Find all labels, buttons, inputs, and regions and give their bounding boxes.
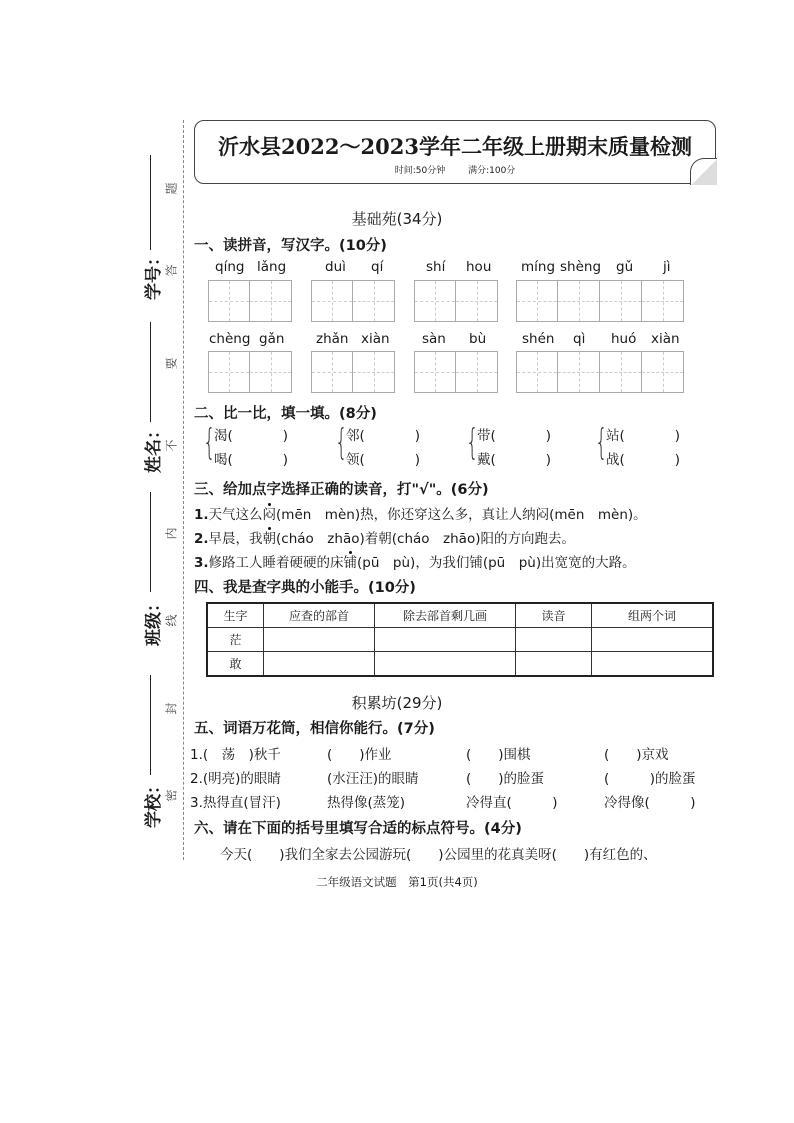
pinyin: bù [469, 331, 487, 347]
page-curl-decoration [690, 158, 717, 185]
pair-char: 戴( [477, 452, 496, 468]
answer-cell[interactable] [264, 652, 375, 677]
seal-char: 密 [164, 789, 179, 802]
blank-close: ) [414, 428, 421, 444]
dotted-char: 闷 [262, 507, 277, 523]
q5-item[interactable]: 1.( 荡 )秋千 [190, 747, 281, 763]
writing-grid[interactable] [516, 280, 684, 322]
blank-close: ) [414, 452, 421, 468]
pair-char: 战( [606, 452, 625, 468]
school-blank [150, 675, 151, 775]
blank-close: ) [282, 428, 289, 444]
brace-icon: { [335, 422, 348, 463]
pinyin: shén [522, 331, 555, 347]
brace-icon: { [203, 422, 216, 463]
q4-title: 四、我是查字典的小能手。(10分) [194, 580, 416, 596]
seal-char: 封 [164, 702, 179, 715]
q5-item[interactable]: (水汪汪)的眼睛 [327, 771, 419, 787]
answer-cell[interactable] [375, 628, 516, 652]
blank-close: ) [282, 452, 289, 468]
line-text: (mēn mèn)热，你还穿这么多，真让人纳闷(mēn mèn)。 [276, 507, 647, 523]
exam-info [195, 163, 715, 176]
line-number: 2. [194, 531, 209, 547]
q5-title: 五、词语万花筒，相信你能行。(7分) [194, 721, 435, 737]
compare-pair[interactable] [346, 424, 420, 472]
dotted-char: 铺 [343, 555, 358, 571]
q2-title: 二、比一比，填一填。(8分) [194, 406, 377, 422]
seal-char: 要 [164, 357, 179, 370]
writing-grid[interactable] [414, 280, 498, 322]
page-footer: 二年级语文试题 第1页(共4页) [316, 875, 478, 889]
exam-title: 沂水县2022～2023学年二年级上册期末质量检测 [218, 134, 692, 159]
name-blank [150, 322, 151, 422]
seal-char: 线 [164, 614, 179, 627]
line-text: 天气这么 [208, 507, 263, 523]
title-banner [194, 120, 716, 184]
pinyin: xiàn [361, 331, 390, 347]
answer-cell[interactable] [516, 628, 592, 652]
pinyin: duì [325, 259, 346, 275]
q5-item[interactable]: ( )京戏 [604, 747, 669, 763]
q3-line-2[interactable] [194, 527, 575, 547]
answer-cell[interactable] [592, 628, 714, 652]
class-label: 班级： [144, 595, 164, 646]
q5-item[interactable]: ( )的脸蛋 [604, 771, 696, 787]
writing-grid[interactable] [414, 351, 498, 393]
pinyin: hou [466, 259, 492, 275]
line-number: 3. [194, 555, 209, 571]
pinyin: huó [611, 331, 637, 347]
table-header: 组两个词 [592, 603, 714, 628]
name-label: 姓名： [144, 422, 164, 473]
compare-pair[interactable] [606, 424, 680, 472]
compare-pair[interactable] [214, 424, 288, 472]
pinyin: shí [426, 259, 446, 275]
pair-char: 站( [606, 428, 625, 444]
pair-char: 领( [346, 452, 365, 468]
q5-item[interactable]: 3.热得直(冒汗) [190, 795, 281, 811]
pinyin: qì [573, 331, 586, 347]
q5-item[interactable]: ( )作业 [327, 747, 392, 763]
pinyin: sàn [422, 331, 446, 347]
pinyin: lǎng [257, 259, 287, 275]
school-label: 学校： [144, 777, 164, 828]
pinyin: qíng [215, 259, 245, 275]
line-text: 早晨，我 [208, 531, 263, 547]
student-id-blank [150, 155, 151, 250]
q5-item[interactable]: 2.(明亮)的眼睛 [190, 771, 281, 787]
writing-grid[interactable] [208, 351, 292, 393]
blank-close: ) [545, 428, 552, 444]
table-cell-char: 敢 [207, 652, 264, 677]
q1-title: 一、读拼音，写汉字。(10分) [194, 238, 387, 254]
dotted-char: 朝 [262, 531, 277, 547]
pinyin: míng [521, 259, 556, 275]
pinyin: shèng [560, 259, 602, 275]
seal-char: 内 [164, 527, 179, 540]
q3-line-3[interactable] [194, 551, 636, 571]
blank-close: ) [545, 452, 552, 468]
class-blank [150, 492, 151, 592]
table-row [207, 628, 713, 652]
writing-grid[interactable] [311, 351, 395, 393]
pair-char: 渴( [214, 428, 233, 444]
seal-char: 答 [164, 264, 179, 277]
exam-time: 时间:50分钟 [394, 166, 446, 176]
q5-item[interactable]: ( )的脸蛋 [466, 771, 545, 787]
pinyin: xiàn [651, 331, 680, 347]
seal-char: 不 [164, 439, 179, 452]
answer-cell[interactable] [264, 628, 375, 652]
compare-pair[interactable] [477, 424, 551, 472]
blank-close: ) [674, 428, 681, 444]
q6-title: 六、请在下面的括号里填写合适的标点符号。(4分) [194, 821, 522, 837]
pinyin: qí [371, 259, 384, 275]
q3-title: 三、给加点字选择正确的读音，打"√"。(6分) [194, 482, 489, 498]
pinyin: gǎn [259, 331, 285, 347]
binding-dashed-line [183, 120, 184, 860]
exam-score: 满分:100分 [468, 166, 516, 176]
table-header: 应查的部首 [264, 603, 375, 628]
brace-icon: { [466, 422, 479, 463]
q5-item[interactable]: 冷得直( ) [466, 795, 558, 811]
q5-item[interactable]: ( )围棋 [466, 747, 531, 763]
answer-cell[interactable] [592, 652, 714, 677]
part1-title: 基础苑(34分) [351, 210, 443, 228]
table-header: 生字 [207, 603, 264, 628]
seal-char: 题 [164, 182, 179, 195]
table-header: 读音 [516, 603, 592, 628]
q6-text[interactable]: 今天( )我们全家去公园游玩( )公园里的花真美呀( )有红色的、 [220, 847, 657, 863]
pinyin: zhǎn [316, 331, 349, 347]
table-header: 除去部首剩几画 [375, 603, 516, 628]
line-text: 修路工人睡着硬硬的床 [208, 555, 344, 571]
q3-line-1[interactable] [194, 503, 647, 523]
line-number: 1. [194, 507, 209, 523]
line-text: (cháo zhāo)着朝(cháo zhāo)阳的方向跑去。 [276, 531, 575, 547]
pinyin: chèng [209, 331, 251, 347]
dictionary-table [206, 602, 714, 677]
blank-close: ) [674, 452, 681, 468]
table-header-row [207, 603, 713, 628]
writing-grid[interactable] [311, 280, 395, 322]
pinyin: gǔ [616, 259, 634, 275]
line-text: (pū pù)，为我们铺(pū pù)出宽宽的大路。 [357, 555, 636, 571]
answer-cell[interactable] [516, 652, 592, 677]
table-row [207, 652, 713, 677]
brace-icon: { [595, 422, 608, 463]
q5-item[interactable]: 热得像(蒸笼) [327, 795, 406, 811]
part2-title: 积累坊(29分) [351, 694, 443, 712]
writing-grid[interactable] [516, 351, 684, 393]
q5-item[interactable]: 冷得像( ) [604, 795, 696, 811]
answer-cell[interactable] [375, 652, 516, 677]
pair-char: 喝( [214, 452, 233, 468]
pair-char: 邻( [346, 428, 365, 444]
pair-char: 带( [477, 428, 496, 444]
student-id-label: 学号： [144, 249, 164, 300]
pinyin: jì [663, 259, 671, 275]
table-cell-char: 茫 [207, 628, 264, 652]
writing-grid[interactable] [208, 280, 292, 322]
